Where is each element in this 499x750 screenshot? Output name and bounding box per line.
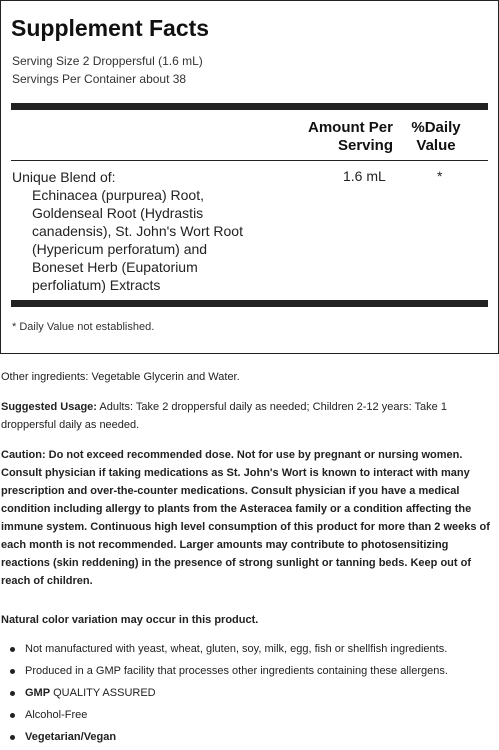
list-item: GMP QUALITY ASSURED (0, 684, 499, 706)
suggested-usage-text: Adults: Take 2 droppersful daily as needed; Children 2-12 years: Take 1 droppersful daily as needed. (1, 401, 447, 431)
blend-line: (Hypericum perforatum) and (32, 241, 208, 257)
divider-thin (11, 160, 488, 161)
blend-line: Echinacea (purpurea) Root, (32, 187, 204, 203)
divider-thick-bottom (11, 300, 488, 307)
facts-title: Supplement Facts (11, 15, 210, 41)
blend-daily-value: * (437, 168, 443, 184)
divider-thick-top (11, 103, 488, 110)
bullet-icon (10, 735, 15, 740)
daily-value-header: %Daily Value (411, 119, 461, 154)
serving-size: Serving Size 2 Droppersful (1.6 mL) (12, 54, 203, 68)
bullet-icon (10, 647, 15, 652)
suggested-usage (1, 398, 497, 434)
list-item: Alcohol-Free (0, 706, 499, 728)
natural-color-note: Natural color variation may occur in this product. (1, 614, 259, 626)
blend-line: Boneset Herb (Eupatorium (32, 259, 198, 275)
suggested-usage-label: Suggested Usage: (1, 401, 97, 413)
blend-amount: 1.6 mL (343, 168, 386, 184)
list-item: Vegetarian/Vegan (0, 728, 499, 750)
bullet-icon (10, 691, 15, 696)
caution-text: Caution: Do not exceed recommended dose. Not for use by pregnant or nursing women. Consult physician if taking medications as St. John's Wort is known to interact with many prescription and over-the-counter medications. Consult physician if you have a medical condition including allergy to plants from the Asteracea family or a condition affecting the immune system. Continuous high level consumption of this product for more than 2 weeks of each month is not recommended. Larger amounts may contribute to photosensitizing reactions (skin reddening) in the presence of strong sunlight or tanning beds. Keep out of reach of children. (1, 449, 490, 587)
amount-per-serving-header: Amount Per Serving (307, 119, 393, 154)
other-ingredients: Other ingredients: Vegetable Glycerin and Water. (1, 371, 240, 383)
supplement-facts-panel (0, 0, 499, 354)
blend-line: Goldenseal Root (Hydrastis (32, 205, 204, 221)
daily-value-footnote: * Daily Value not established. (12, 321, 155, 333)
feature-list (0, 640, 499, 750)
bullet-icon (10, 713, 15, 718)
blend-line: canadensis), St. John's Wort Root (32, 223, 243, 239)
list-item: Not manufactured with yeast, wheat, gluten, soy, milk, egg, fish or shellfish ingredients. (0, 640, 499, 662)
blend-line: perfoliatum) Extracts (32, 277, 161, 293)
list-item: Produced in a GMP facility that processes other ingredients containing these allergens. (0, 662, 499, 684)
blend-ingredients (32, 186, 282, 294)
servings-per-container: Servings Per Container about 38 (12, 72, 187, 86)
bullet-icon (10, 669, 15, 674)
blend-name: Unique Blend of: (12, 169, 116, 185)
